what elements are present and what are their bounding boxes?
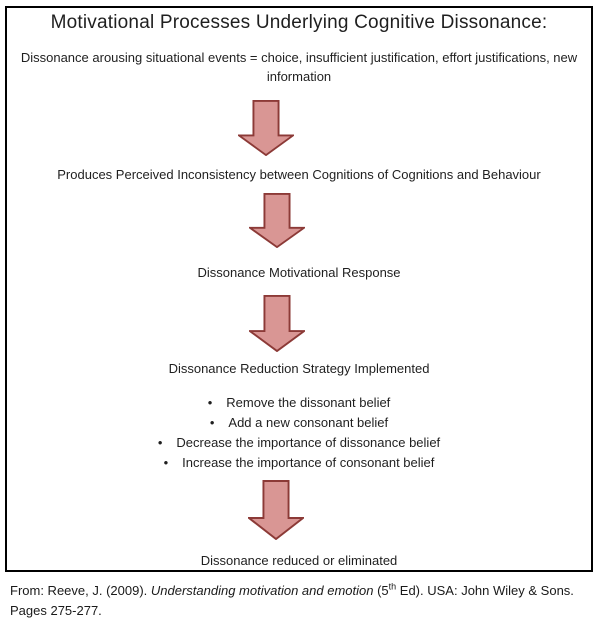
down-block-arrow-icon — [249, 295, 305, 352]
bullet-icon: • — [209, 415, 215, 430]
step-response-text: Dissonance Motivational Response — [197, 265, 401, 280]
list-item — [7, 433, 591, 453]
citation-edition-superscript: th — [388, 581, 397, 592]
step-strategy-text: Dissonance Reduction Strategy Implemented — [168, 361, 430, 376]
bullet-text: Decrease the importance of dissonance belief — [176, 435, 441, 450]
list-item — [7, 413, 591, 433]
strategy-bullet-list — [7, 393, 591, 473]
down-block-arrow-icon — [249, 193, 305, 248]
list-item — [7, 393, 591, 413]
bullet-icon: • — [207, 395, 213, 410]
bullet-text: Add a new consonant belief — [228, 415, 389, 430]
citation-book-title: Understanding motivation and emotion — [150, 583, 374, 598]
down-block-arrow-icon — [238, 100, 294, 156]
diagram-title: Motivational Processes Underlying Cognitive Dissonance: — [50, 12, 548, 33]
list-item — [7, 453, 591, 473]
step-outcome-text: Dissonance reduced or eliminated — [200, 553, 398, 568]
citation-edition-open: (5 — [373, 583, 389, 598]
citation-pages: Pages 275-277. — [10, 603, 102, 618]
citation-edition-close: Ed). USA: John Wiley & Sons. — [396, 583, 574, 598]
step-trigger-text: Dissonance arousing situational events = choice, insufficient justification, effort justifications, new information — [20, 50, 578, 84]
citation-prefix: From: Reeve, J. (2009). — [10, 583, 151, 598]
bullet-text: Increase the importance of consonant belief — [182, 455, 435, 470]
down-block-arrow-icon — [248, 480, 304, 540]
diagram-border-box — [5, 6, 593, 572]
bullet-icon: • — [163, 455, 169, 470]
bullet-icon: • — [157, 435, 163, 450]
bullet-text: Remove the dissonant belief — [226, 395, 391, 410]
step-inconsistency-text: Produces Perceived Inconsistency between Cognitions of Cognitions and Behaviour — [57, 167, 541, 182]
citation — [10, 581, 590, 621]
